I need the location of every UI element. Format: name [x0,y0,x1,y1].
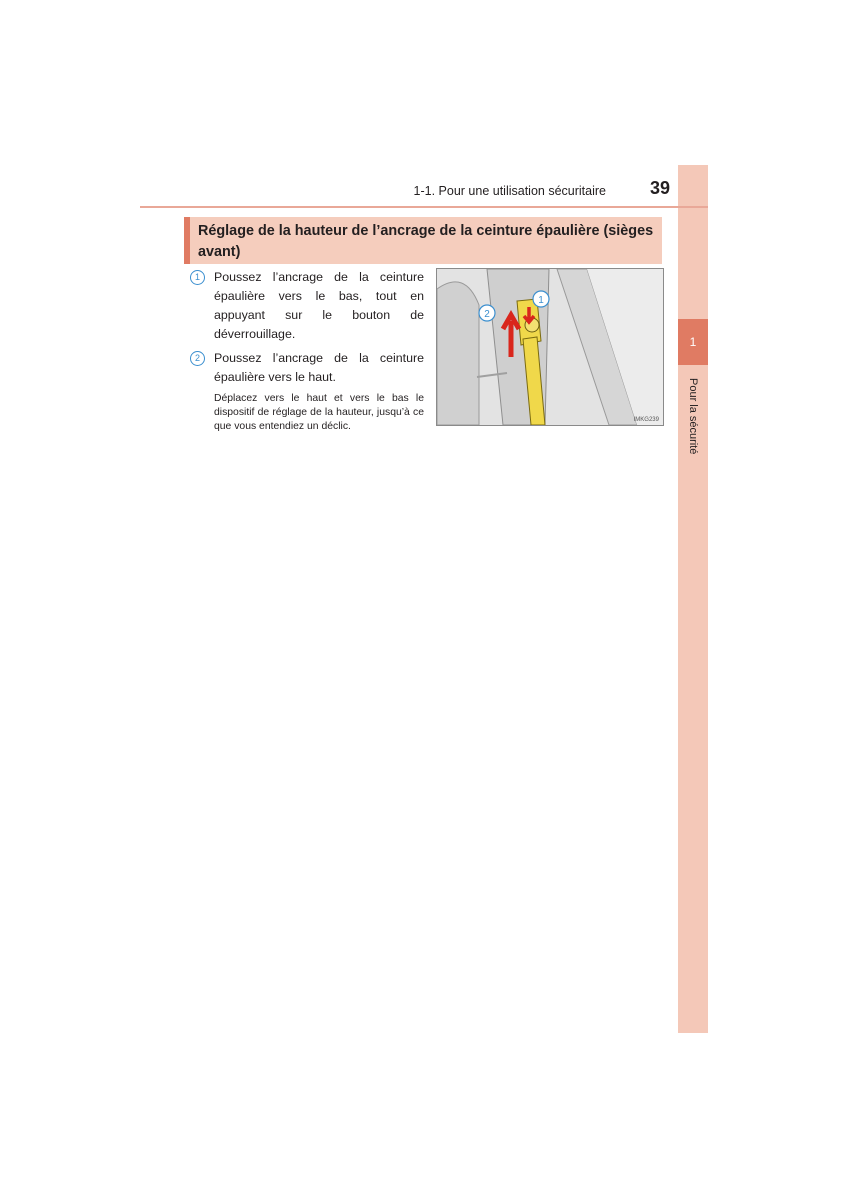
step-text: Poussez l’ancrage de la ceinture épaulière vers le haut. [214,351,424,384]
image-code: IMKG239 [633,417,659,423]
page-number: 39 [649,178,670,198]
note-text: Déplacez vers le haut et vers le bas le dispositif de réglage de la hauteur, jusqu’à ce que vous entendiez un déclic. [214,393,424,432]
step-text: Poussez l’ancrage de la ceinture épaulière vers le bas, tout en appuyant sur le bouton de déverrouillage. [214,270,424,341]
chapter-title: Pour la sécurité [687,378,699,455]
seatbelt-anchor-illustration [436,268,664,426]
chapter-number-tab[interactable] [678,319,708,365]
callout-2: 2 [484,309,490,320]
seat-headrest [437,282,479,425]
chapter-side-tab [678,165,708,1033]
step-2 [190,349,424,387]
callout-1: 1 [538,295,544,306]
header-rule [140,206,708,208]
illustration-svg [437,269,663,425]
chapter-number: 1 [689,335,697,349]
running-header: 1-1. Pour une utilisation sécuritaire [413,184,606,198]
section-title: Réglage de la hauteur de l’ancrage de la ceinture épaulière (sièges avant) [184,217,662,264]
step-number-badge: 1 [190,270,205,285]
step-1 [190,268,424,344]
step-number-badge: 2 [190,351,205,366]
